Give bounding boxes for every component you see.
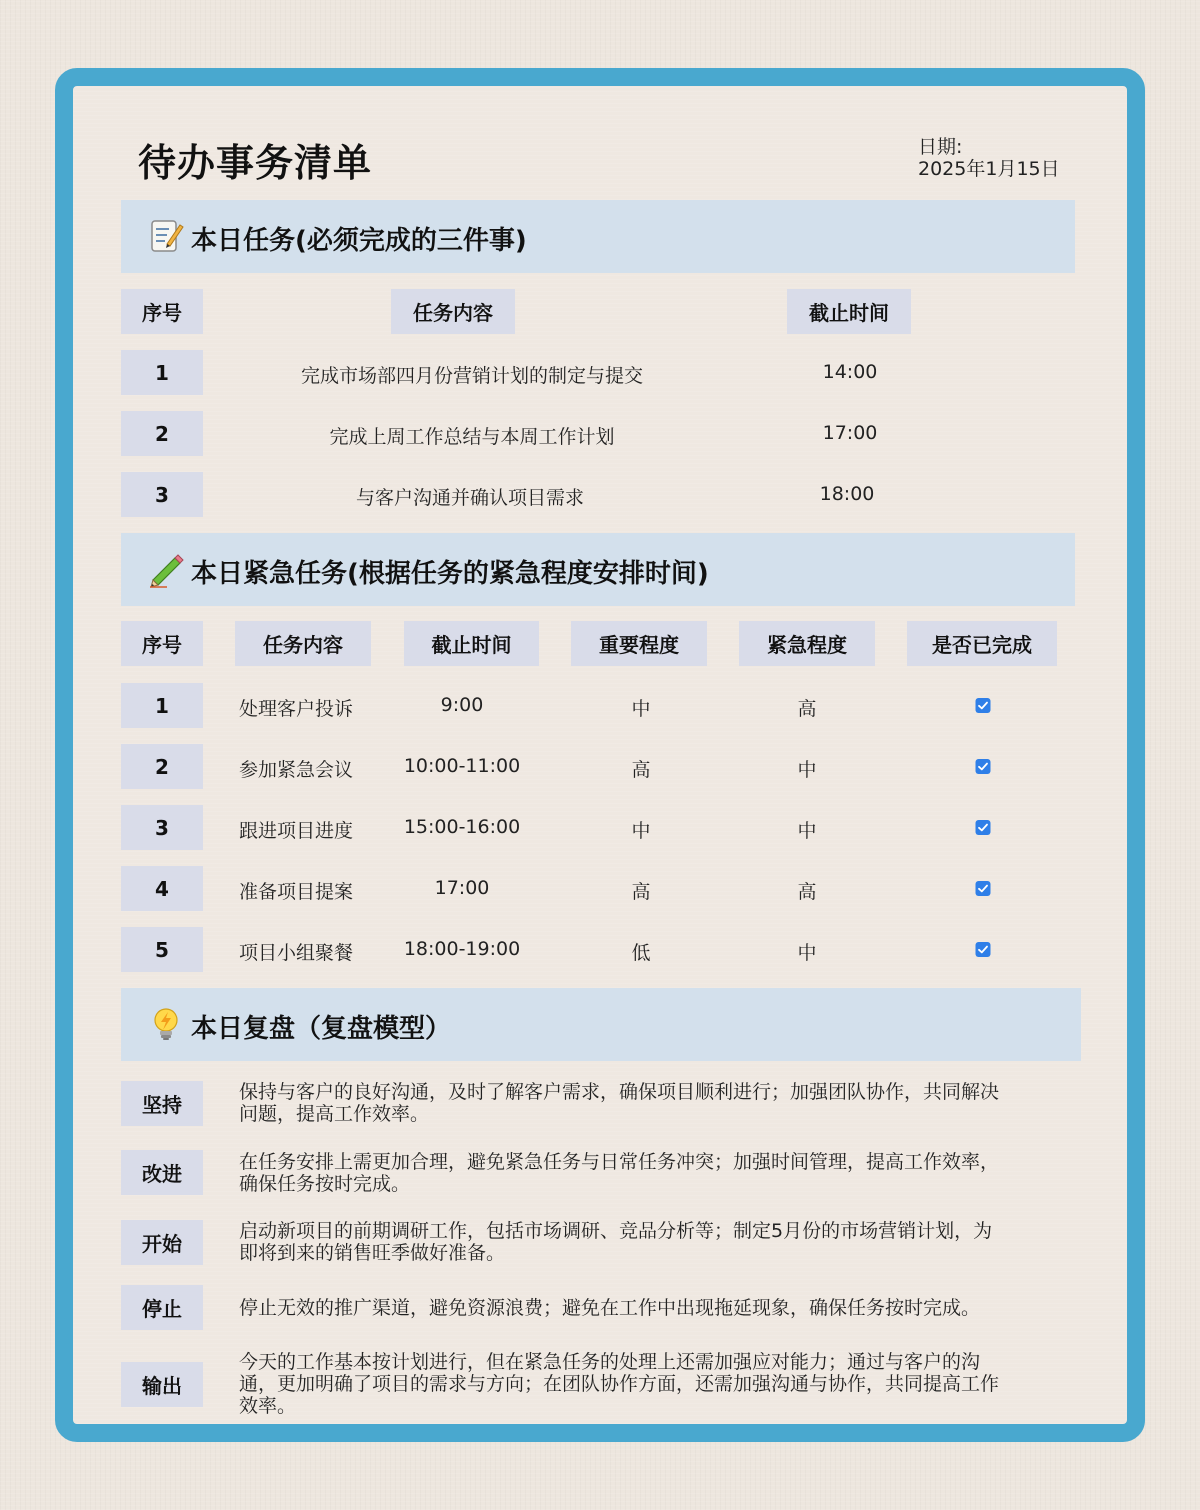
task-deadline: 17:00	[434, 877, 490, 899]
task-urgency: 中	[797, 942, 817, 964]
lightbulb-icon	[147, 1005, 185, 1043]
review-label: 改进	[121, 1150, 203, 1195]
header-urgency: 紧急程度	[739, 621, 875, 666]
header-content: 任务内容	[235, 621, 371, 666]
review-line: 启动新项目的前期调研工作，包括市场调研、竞品分析等；制定5月份的市场营销计划，为	[239, 1220, 993, 1242]
header-importance: 重要程度	[571, 621, 707, 666]
header-deadline: 截止时间	[787, 289, 911, 334]
task-urgency: 高	[797, 698, 817, 720]
task-content: 处理客户投诉	[239, 698, 354, 720]
task-importance: 高	[631, 759, 651, 781]
header-no: 序号	[121, 621, 203, 666]
task-content: 准备项目提案	[239, 881, 354, 903]
task-importance: 中	[631, 820, 651, 842]
checkmark-icon	[976, 881, 991, 896]
task-content: 完成市场部四月份营销计划的制定与提交	[300, 365, 644, 387]
review-label: 坚持	[121, 1081, 203, 1126]
task-urgency: 中	[797, 820, 817, 842]
section-today-tasks	[121, 200, 1075, 273]
task-urgency: 中	[797, 759, 817, 781]
review-line: 即将到来的销售旺季做好准备。	[239, 1242, 506, 1264]
task-deadline: 10:00-11:00	[403, 755, 521, 777]
task-importance: 中	[631, 698, 651, 720]
date-label: 日期:	[918, 136, 963, 158]
completed-checkbox[interactable]	[976, 820, 991, 835]
review-line: 确保任务按时完成。	[239, 1173, 411, 1195]
header-content: 任务内容	[391, 289, 515, 334]
row-number: 2	[121, 744, 203, 789]
row-number: 3	[121, 805, 203, 850]
task-content: 完成上周工作总结与本周工作计划	[329, 426, 615, 448]
header-deadline: 截止时间	[404, 621, 539, 666]
header-completed: 是否已完成	[907, 621, 1057, 666]
task-deadline: 18:00-19:00	[403, 938, 521, 960]
row-number: 1	[121, 683, 203, 728]
review-line: 停止无效的推广渠道，避免资源浪费；避免在工作中出现拖延现象，确保任务按时完成。	[239, 1297, 981, 1319]
review-label: 输出	[121, 1362, 203, 1407]
task-importance: 高	[631, 881, 651, 903]
page-title: 待办事务清单	[138, 141, 373, 185]
row-number: 2	[121, 411, 203, 456]
section-review-title: 本日复盘（复盘模型）	[191, 1014, 452, 1044]
task-content: 项目小组聚餐	[239, 942, 354, 964]
completed-checkbox[interactable]	[976, 881, 991, 896]
review-text	[239, 1351, 1079, 1417]
section-urgent-tasks	[121, 533, 1075, 606]
section-review	[121, 988, 1081, 1061]
review-label: 停止	[121, 1285, 203, 1330]
review-text	[239, 1220, 1079, 1264]
checkmark-icon	[976, 942, 991, 957]
task-deadline: 18:00	[819, 483, 875, 505]
task-deadline: 9:00	[440, 694, 484, 716]
date-block	[918, 136, 1060, 180]
pencil-icon	[147, 550, 185, 588]
review-text	[239, 1151, 1079, 1195]
review-text	[239, 1081, 1079, 1125]
header-no: 序号	[121, 289, 203, 334]
review-line: 今天的工作基本按计划进行，但在紧急任务的处理上还需加强应对能力；通过与客户的沟	[239, 1351, 981, 1373]
checkmark-icon	[976, 698, 991, 713]
review-text	[239, 1297, 1079, 1319]
row-number: 3	[121, 472, 203, 517]
task-deadline: 15:00-16:00	[403, 816, 521, 838]
row-number: 4	[121, 866, 203, 911]
completed-checkbox[interactable]	[976, 698, 991, 713]
review-line: 效率。	[239, 1395, 297, 1417]
review-line: 在任务安排上需更加合理，避免紧急任务与日常任务冲突；加强时间管理，提高工作效率，	[239, 1151, 1000, 1173]
review-line: 通，更加明确了项目的需求与方向；在团队协作方面，还需加强沟通与协作，共同提高工作	[239, 1373, 1000, 1395]
row-number: 5	[121, 927, 203, 972]
task-content: 参加紧急会议	[239, 759, 354, 781]
section-today-tasks-title: 本日任务(必须完成的三件事)	[191, 226, 527, 256]
date-value: 2025年1月15日	[918, 158, 1060, 180]
memo-icon	[147, 217, 185, 255]
checkmark-icon	[976, 759, 991, 774]
section-urgent-tasks-title: 本日紧急任务(根据任务的紧急程度安排时间)	[191, 559, 709, 589]
row-number: 1	[121, 350, 203, 395]
task-importance: 低	[631, 942, 651, 964]
checkmark-icon	[976, 820, 991, 835]
task-content: 跟进项目进度	[239, 820, 354, 842]
task-deadline: 17:00	[822, 422, 878, 444]
review-label: 开始	[121, 1220, 203, 1265]
task-content: 与客户沟通并确认项目需求	[355, 487, 585, 509]
review-line: 问题，提高工作效率。	[239, 1103, 430, 1125]
completed-checkbox[interactable]	[976, 759, 991, 774]
completed-checkbox[interactable]	[976, 942, 991, 957]
review-line: 保持与客户的良好沟通，及时了解客户需求，确保项目顺利进行；加强团队协作，共同解决	[239, 1081, 1000, 1103]
task-deadline: 14:00	[822, 361, 878, 383]
task-urgency: 高	[797, 881, 817, 903]
